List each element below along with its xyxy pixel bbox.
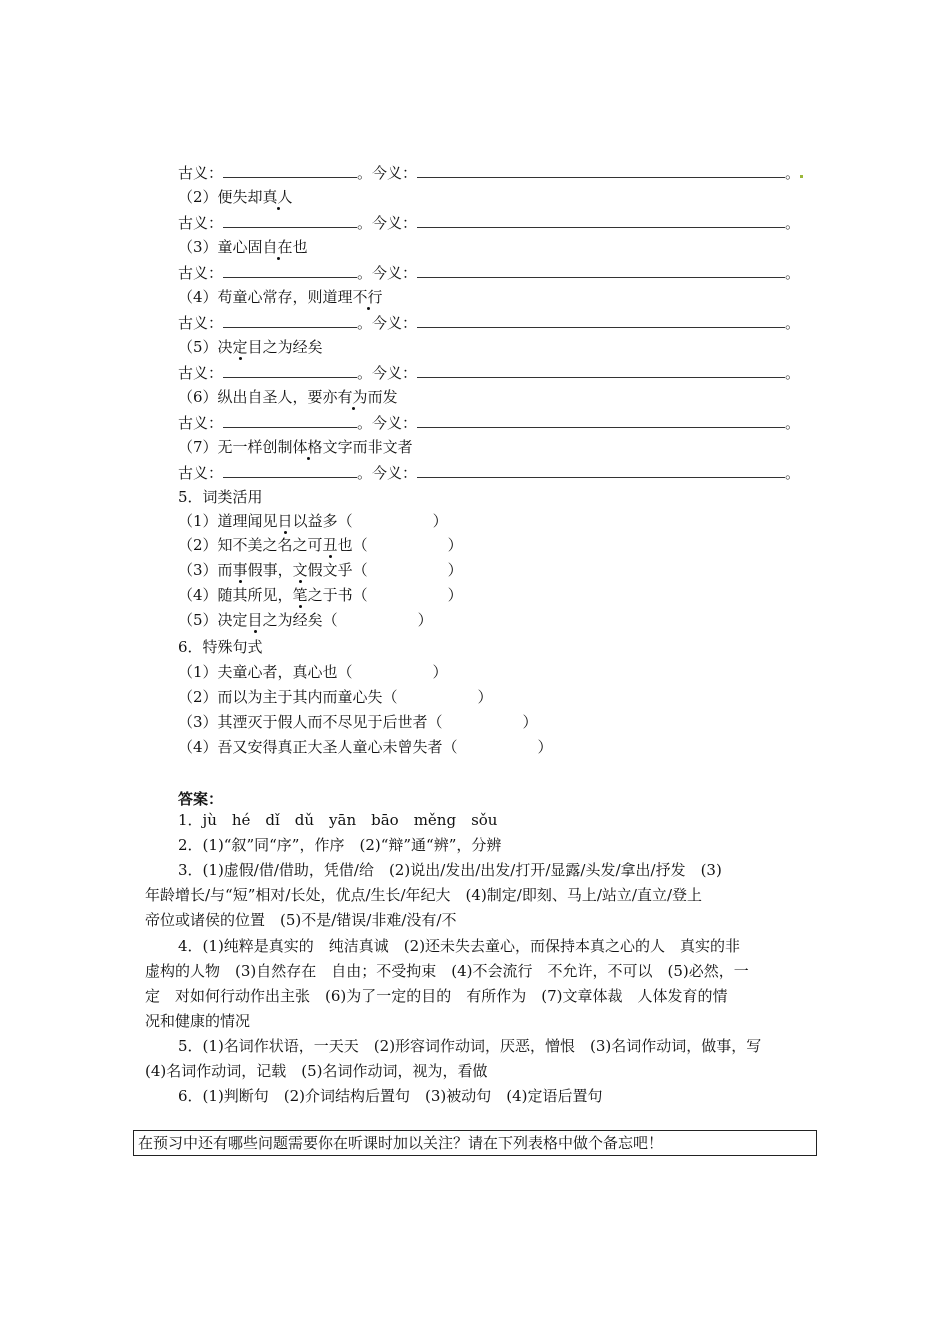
answer-4-line-1: 4．(1)纯粹是真实的 纯洁真诚 (2)还未失去童心，而保持本真之心的人 真实的非 [178, 937, 741, 955]
answer-4-line-4: 况和健康的情况 [145, 1012, 251, 1030]
answer-2: 2．(1)“叙”同“序”，作序 (2)“辩”通“辨”，分辨 [178, 836, 502, 854]
gu-blank[interactable] [223, 263, 357, 278]
gu-blank[interactable] [223, 163, 357, 178]
dotted-term: 真人 [262, 188, 293, 206]
dotted-term: 定 [232, 338, 248, 356]
mark-dot [800, 175, 803, 178]
memo-box[interactable]: 在预习中还有哪些问题需要你在听课时加以关注？请在下列表格中做个备忘吧！ [133, 1130, 817, 1156]
jin-blank[interactable] [417, 213, 785, 228]
s6-item-2: （2）而以为主于其内而童心失（ ） [178, 688, 493, 706]
answer-4-line-2: 虚构的人物 (3)自然存在 自由；不受拘束 (4)不会流行 不允许，不可以 (5)必然，一 [145, 962, 749, 980]
meaning-row-4: 古义： 。今义： 。 [178, 314, 801, 332]
s5-item-4: （4）随其所见，笔之于书（ ） [178, 586, 463, 604]
s6-item-1: （1）夫童心者，真心也（ ） [178, 663, 448, 681]
dotted-term: 日 [277, 512, 293, 530]
dotted-term: 笔 [292, 586, 308, 604]
dotted-term: 自在 [262, 238, 293, 256]
jin-blank[interactable] [417, 163, 785, 178]
s5-item-3: （3）而事假事，文假文乎（ ） [178, 561, 463, 579]
s6-item-3: （3）其湮灭于假人而不尽见于后世者（ ） [178, 713, 538, 731]
s4-item-7: （7）无一样创制体格文字而非文者 [178, 438, 413, 456]
dotted-term: 丑 [322, 536, 338, 554]
meaning-row-3: 古义： 。今义： 。 [178, 264, 801, 282]
s5-item-2: （2）知不美之名之可丑也（ ） [178, 536, 463, 554]
dotted-term: 目 [247, 611, 263, 629]
gu-blank[interactable] [223, 313, 357, 328]
jin-blank[interactable] [417, 313, 785, 328]
meaning-row-1: 古义： 。今义： 。 [178, 163, 803, 183]
dotted-term: 不行 [352, 288, 383, 306]
meaning-row-7: 古义： 。今义： 。 [178, 464, 801, 482]
answer-5-line-1: 5．(1)名词作状语，一天天 (2)形容词作动词，厌恶，憎恨 (3)名词作动词，做事，写 [178, 1037, 762, 1055]
s4-item-4: （4）苟童心常存，则道理不行 [178, 288, 383, 306]
answer-3-line-2: 年龄增长/与“短”相对/长处，优点/生长/年纪大 (4)制定/即刻、马上/站立/直立/登上 [145, 886, 703, 904]
answer-4-line-3: 定 对如何行动作出主张 (6)为了一定的目的 有所作为 (7)文章体裁 人体发育的情 [145, 987, 728, 1005]
answer-3-line-3: 帝位或诸侯的位置 (5)不是/错误/非难/没有/不 [145, 911, 457, 929]
section5-title: 5．词类活用 [178, 488, 263, 506]
answers-title: 答案： [178, 790, 224, 808]
dotted-term: 文 [292, 561, 308, 579]
meaning-row-6: 古义： 。今义： 。 [178, 414, 801, 432]
gu-blank[interactable] [223, 213, 357, 228]
answer-1: 1．jù hé dǐ dǔ yān bāo měng sǒu [178, 811, 498, 829]
gu-blank[interactable] [223, 413, 357, 428]
dotted-term: 有为 [337, 388, 368, 406]
meaning-row-5: 古义： 。今义： 。 [178, 364, 801, 382]
s6-item-4: （4）吾又安得真正大圣人童心未曾失者（ ） [178, 738, 553, 756]
answer-6: 6．(1)判断句 (2)介词结构后置句 (3)被动句 (4)定语后置句 [178, 1087, 603, 1105]
dotted-term: 体格 [292, 438, 323, 456]
s4-item-2: （2）便失却真人 [178, 188, 293, 206]
s5-item-5: （5）决定目之为经矣（ ） [178, 611, 433, 629]
dotted-term: 事 [232, 561, 248, 579]
jin-blank[interactable] [417, 413, 785, 428]
gu-blank[interactable] [223, 363, 357, 378]
answer-5-line-2: (4)名词作动词，记载 (5)名词作动词，视为，看做 [145, 1062, 488, 1080]
jin-blank[interactable] [417, 263, 785, 278]
s4-item-5: （5）决定目之为经矣 [178, 338, 323, 356]
jin-blank[interactable] [417, 363, 785, 378]
meaning-row-2: 古义： 。今义： 。 [178, 214, 801, 232]
s5-item-1: （1）道理闻见日以益多（ ） [178, 512, 448, 530]
gu-label: 古义： [178, 164, 224, 182]
gu-blank[interactable] [223, 463, 357, 478]
jin-blank[interactable] [417, 463, 785, 478]
s4-item-6: （6）纵出自圣人，要亦有为而发 [178, 388, 398, 406]
answer-3-line-1: 3．(1)虚假/借/借助，凭借/给 (2)说出/发出/出发/打开/显露/头发/拿出/抒发 (3) [178, 861, 722, 879]
section6-title: 6．特殊句式 [178, 638, 263, 656]
s4-item-3: （3）童心固自在也 [178, 238, 308, 256]
jin-label: 今义： [372, 164, 418, 182]
